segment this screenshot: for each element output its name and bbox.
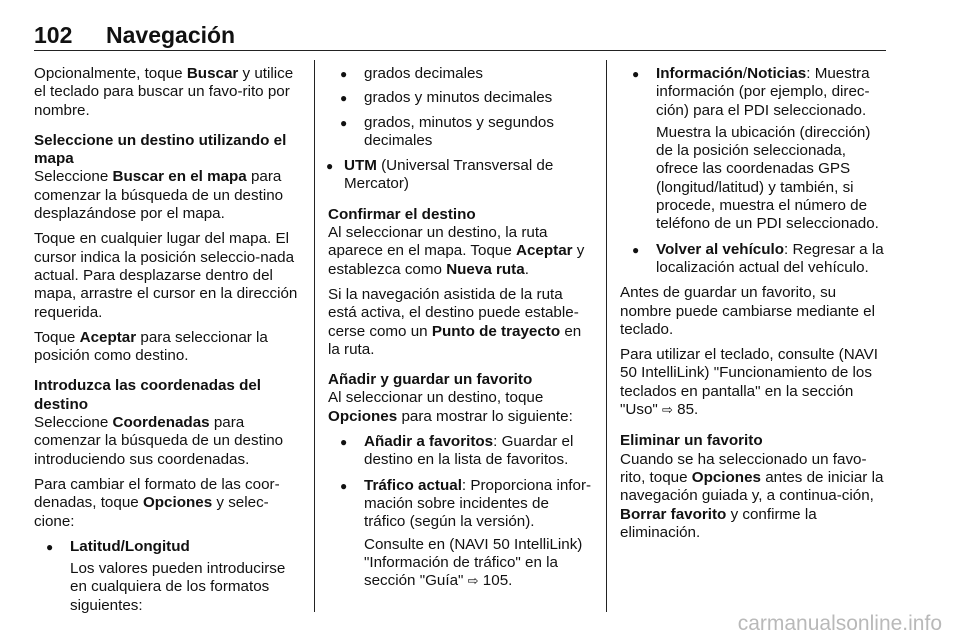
paragraph: Opcionalmente, toque Buscar y utilice el teclado para buscar un favo-rito por nombre. bbox=[34, 65, 294, 119]
list-item: ● Tráfico actual: Proporciona infor-mación sobre incidentes de tráfico (según la versión). Consulte en (NAVI 50 IntelliLink) "Información de tráfico" en la sección "Guía" ⇨ 105. bbox=[328, 477, 593, 592]
paragraph: Si la navegación asistida de la ruta está activa, el destino puede estable-cerse como un Punto de trayecto en la ruta. bbox=[328, 285, 582, 358]
list-item: ● grados y minutos decimales bbox=[328, 89, 593, 107]
page-ref-arrow-icon: ⇨ bbox=[467, 574, 479, 590]
paragraph: Cuando se ha seleccionado un favo-rito, toque Opciones antes de iniciar la navegación guiada y, a continua-ción, Borrar favorito y confirme la eliminación. bbox=[620, 450, 884, 541]
column-divider-1 bbox=[314, 60, 315, 612]
list-item: ● grados, minutos y segundos decimales bbox=[328, 114, 593, 151]
section-title: Navegación bbox=[106, 22, 236, 48]
column-2 bbox=[328, 65, 593, 598]
list-item: ● Información/Noticias: Muestra información (por ejemplo, direc-ción) para el PDI seleccionado. Muestra la ubicación (dirección) de la posición seleccionada, ofrece las coordenadas GPS (longitud/latitud) y también, si procede, muestra el número de teléfono de un PDI seleccionado. bbox=[620, 65, 886, 234]
list-item: ● grados decimales bbox=[328, 65, 593, 83]
list-item: ● UTM (Universal Transversal de Mercator) bbox=[314, 157, 593, 194]
paragraph: Toque Aceptar para seleccionar la posición como destino. bbox=[34, 328, 268, 365]
paragraph: Seleccione Buscar en el mapa para comenzar la búsqueda de un destino desplazándose por el mapa. bbox=[34, 168, 284, 223]
subheading: Añadir y guardar un favorito bbox=[328, 371, 533, 389]
header-rule bbox=[34, 50, 886, 51]
paragraph: Seleccione Coordenadas para comenzar la búsqueda de un destino introduciendo sus coordenadas. bbox=[34, 414, 284, 468]
column-1 bbox=[34, 65, 299, 622]
list-item: ● Volver al vehículo: Regresar a la localización actual del vehículo. bbox=[620, 241, 886, 278]
subheading: Confirmar el destino bbox=[328, 205, 476, 223]
list-item: ● Añadir a favoritos: Guardar el destino en la lista de favoritos. bbox=[328, 433, 593, 470]
column-3 bbox=[620, 65, 886, 549]
paragraph: Para cambiar el formato de las coor-denadas, toque Opciones y selec-cione: bbox=[34, 475, 280, 530]
list-item: ● Latitud/Longitud Los valores pueden introducirse en cualquiera de los formatos siguientes: bbox=[34, 538, 299, 615]
paragraph: Toque en cualquier lugar del mapa. El cursor indica la posición seleccio-nada actual. Para desplazarse dentro del mapa, arrastre el cursor en la dirección requerida. bbox=[34, 230, 298, 321]
column-divider-2 bbox=[606, 60, 607, 612]
paragraph: Antes de guardar un favorito, su nombre puede cambiarse mediante el teclado. bbox=[620, 284, 875, 338]
subheading: Introduzca las coordenadas del destino bbox=[34, 377, 262, 413]
page-number: 102 bbox=[34, 22, 73, 48]
page-ref-arrow-icon: ⇨ bbox=[662, 403, 673, 419]
subheading: Seleccione un destino utilizando el mapa bbox=[34, 131, 287, 168]
watermark: carmanualsonline.info bbox=[737, 612, 942, 635]
paragraph: Al seleccionar un destino, la ruta aparece en el mapa. Toque Aceptar y establezca como Nueva ruta. bbox=[328, 224, 585, 278]
paragraph: Para utilizar el teclado, consulte (NAVI 50 IntelliLink) "Funcionamiento de los teclados en pantalla" en la sección "Uso" ⇨ 85. bbox=[620, 346, 879, 419]
paragraph: Al seleccionar un destino, toque Opciones para mostrar lo siguiente: bbox=[328, 389, 573, 425]
subheading: Eliminar un favorito bbox=[620, 432, 763, 450]
